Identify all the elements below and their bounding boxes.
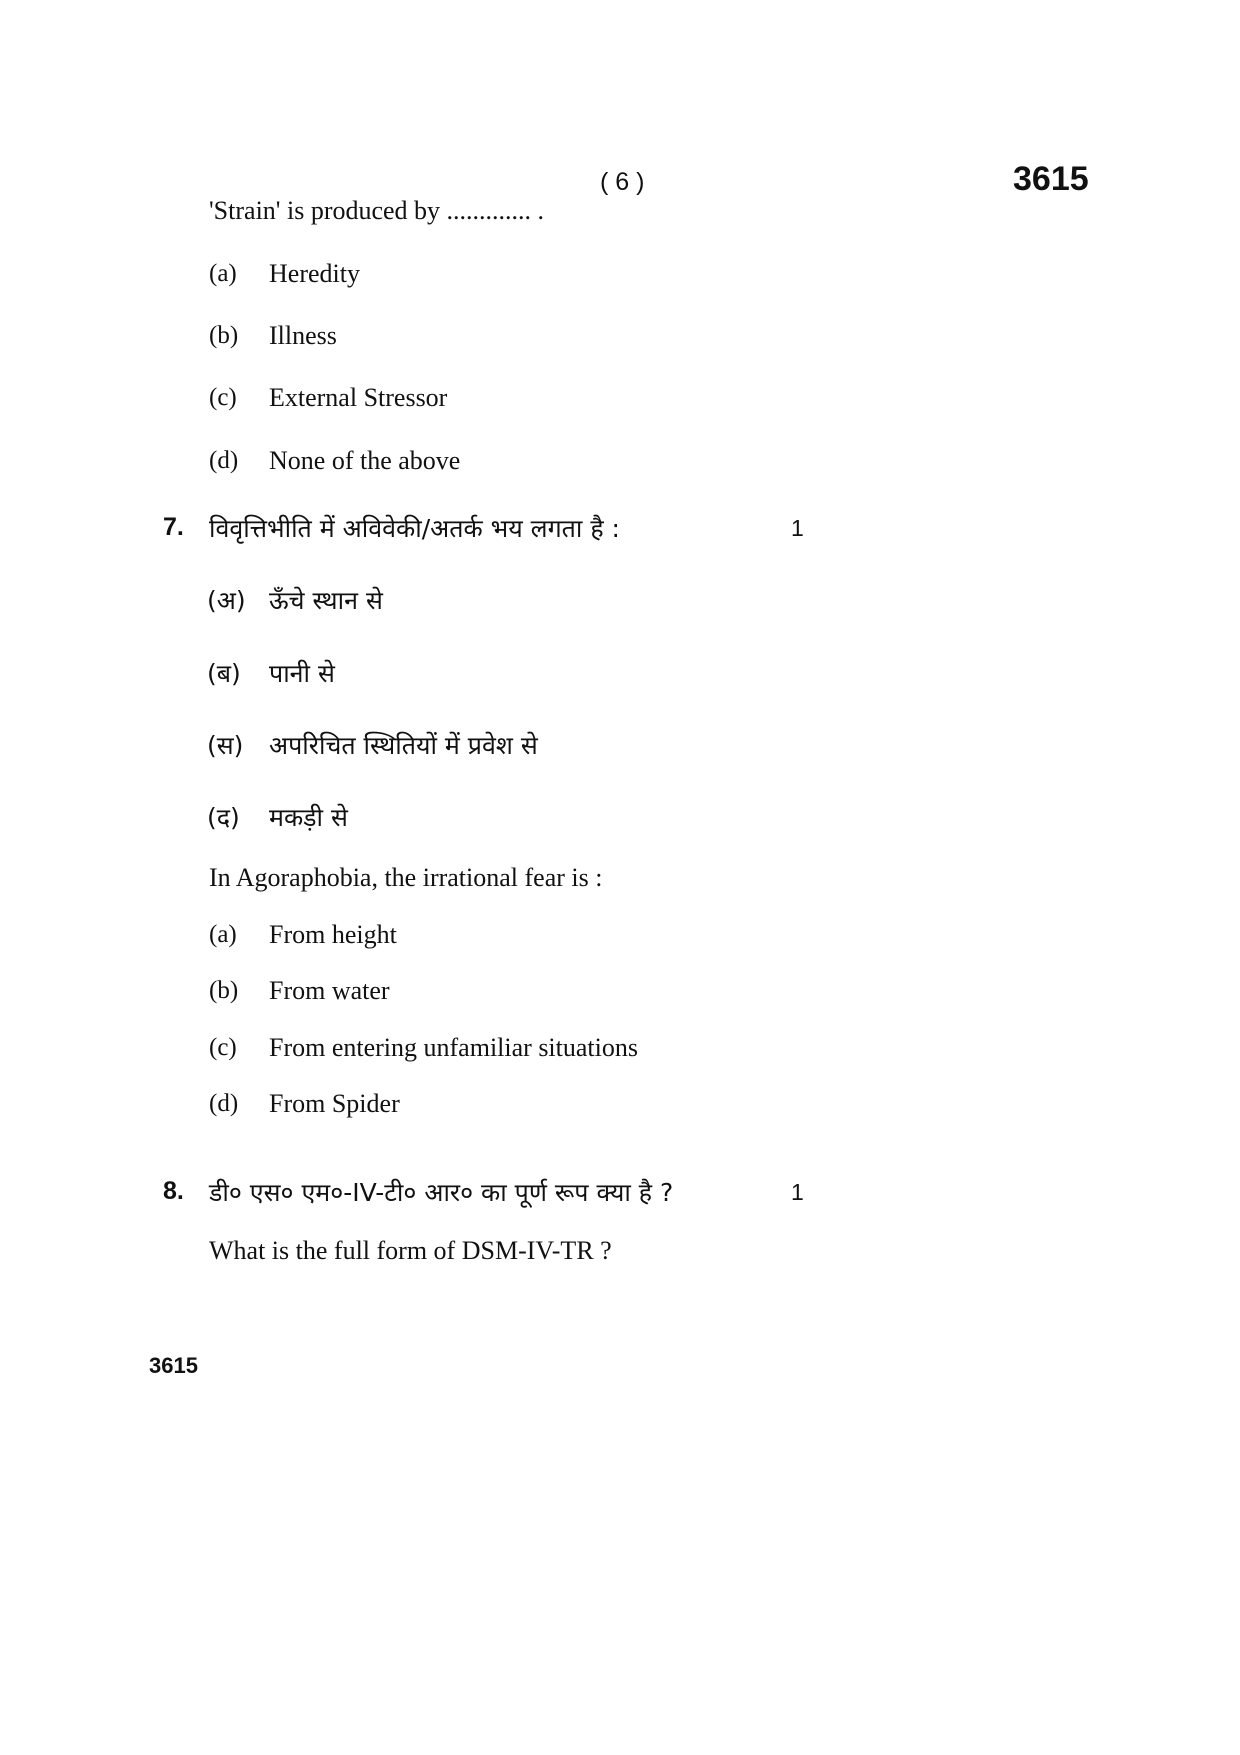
q8-hindi-stem: डी० एस० एम०-IV-टी० आर० का पूर्ण रूप क्या है ? [209, 1178, 674, 1207]
q7-option-c-label: (c) [209, 1034, 237, 1061]
q7-hindi-option-c-label: (स) [207, 731, 244, 760]
q6-option-a-text: Heredity [269, 259, 360, 288]
q7-option-a-text: From height [269, 920, 397, 949]
q6-option-c-label: (c) [209, 384, 237, 411]
q7-hindi-option-c-text: अपरिचित स्थितियों में प्रवेश से [269, 731, 538, 760]
q7-english-stem: In Agoraphobia, the irrational fear is : [209, 863, 603, 892]
q7-hindi-option-b-label: (ब) [207, 659, 241, 688]
q8-marks: 1 [791, 1179, 804, 1205]
q7-marks: 1 [791, 515, 804, 541]
q6-stem: 'Strain' is produced by ............. . [209, 196, 545, 225]
q6-option-a-label: (a) [209, 260, 237, 287]
q8-number: 8. [163, 1177, 184, 1205]
q7-option-d-text: From Spider [269, 1089, 400, 1118]
q6-option-c-text: External Stressor [269, 383, 448, 412]
q7-option-a-label: (a) [209, 921, 237, 948]
q6-option-d-text: None of the above [269, 446, 461, 475]
q7-number: 7. [163, 513, 184, 541]
q6-option-b-label: (b) [209, 322, 239, 349]
q7-option-d-label: (d) [209, 1090, 239, 1117]
q7-option-b-label: (b) [209, 977, 239, 1004]
q6-option-b-text: Illness [269, 321, 337, 350]
q7-hindi-option-a-text: ऊँचे स्थान से [269, 586, 383, 615]
paper-code-footer: 3615 [149, 1353, 198, 1378]
q7-option-b-text: From water [269, 976, 390, 1005]
paper-code-header: 3615 [1013, 160, 1089, 198]
q7-hindi-option-d-label: (द) [207, 803, 240, 832]
q6-option-d-label: (d) [209, 447, 239, 474]
page-number: ( 6 ) [600, 168, 645, 196]
q7-hindi-stem: विवृत्तिभीति में अविवेकी/अतर्क भय लगता है : [209, 514, 620, 543]
q7-hindi-option-d-text: मकड़ी से [269, 803, 348, 832]
q7-hindi-option-b-text: पानी से [269, 659, 335, 688]
q7-option-c-text: From entering unfamiliar situations [269, 1033, 638, 1062]
q8-english-stem: What is the full form of DSM-IV-TR ? [209, 1236, 612, 1265]
q7-hindi-option-a-label: (अ) [207, 586, 246, 615]
